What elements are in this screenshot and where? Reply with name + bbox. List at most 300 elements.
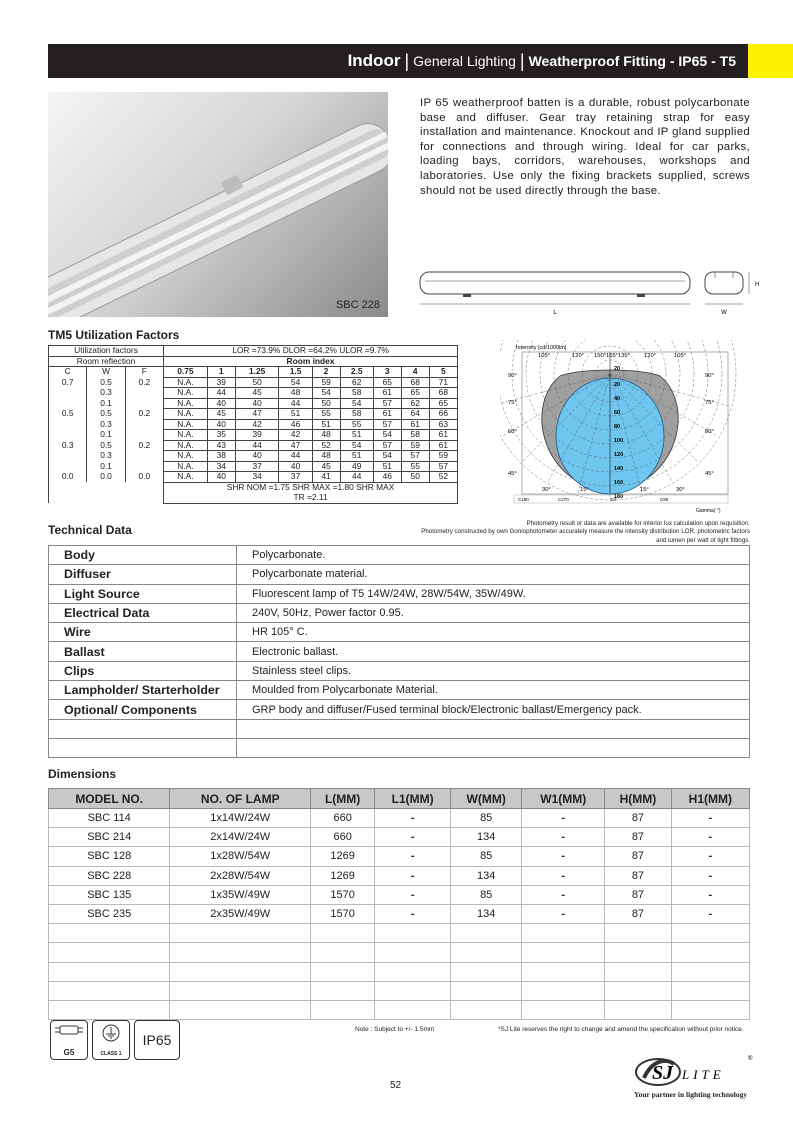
room-index-value: 0.75	[164, 367, 208, 378]
util-value-cell: 47	[279, 440, 312, 451]
header-section: Indoor	[347, 51, 401, 70]
technical-table	[48, 545, 750, 758]
dims-cell	[522, 981, 605, 1000]
util-reflection-cell: 0.2	[125, 377, 163, 388]
dims-cell	[49, 943, 170, 962]
dims-cell	[311, 924, 375, 943]
dims-cell	[451, 1000, 522, 1019]
util-row	[49, 440, 458, 451]
room-index-value: 5	[429, 367, 457, 378]
g5-label: G5	[63, 1048, 75, 1057]
photometry-note	[420, 520, 750, 545]
tech-value: GRP body and diffuser/Fused terminal block/Electronic ballast/Emergency pack.	[237, 700, 750, 719]
util-col-head: W	[87, 367, 125, 378]
util-value-cell: 40	[235, 451, 279, 462]
tech-row	[49, 738, 750, 757]
utilization-table	[48, 345, 458, 504]
util-value-cell: 64	[401, 409, 429, 420]
util-value-cell: 61	[401, 419, 429, 430]
accent-block	[748, 44, 793, 78]
util-reflection-cell: 0.3	[87, 388, 125, 399]
tech-key	[49, 719, 237, 738]
angle-label-bottom: 15°	[580, 487, 589, 493]
dims-cell: -	[671, 885, 749, 904]
tech-value	[237, 738, 750, 757]
util-value-cell: 41	[312, 472, 340, 483]
util-value-cell: 34	[207, 461, 235, 472]
util-value-cell: 45	[235, 388, 279, 399]
util-value-cell: 44	[235, 440, 279, 451]
util-value-cell: 43	[207, 440, 235, 451]
util-value-cell: 55	[401, 461, 429, 472]
util-value-cell: 37	[279, 472, 312, 483]
util-value-cell: 57	[429, 461, 457, 472]
util-row	[49, 388, 458, 399]
dims-cell	[170, 943, 311, 962]
util-value-cell: 58	[401, 430, 429, 441]
util-value-cell: 65	[373, 377, 401, 388]
util-reflection-cell	[125, 419, 163, 430]
tech-value: HR 105° C.	[237, 623, 750, 642]
plane-c180: C180	[518, 497, 529, 502]
dims-cell	[375, 943, 451, 962]
fitting-illustration	[48, 92, 388, 317]
dims-cell	[671, 981, 749, 1000]
tech-value: Electronic ballast.	[237, 642, 750, 661]
util-value-cell: 50	[312, 398, 340, 409]
dims-cell: 85	[451, 885, 522, 904]
util-row	[49, 451, 458, 462]
dims-cell: 87	[605, 809, 671, 828]
util-value-cell: 42	[235, 419, 279, 430]
height-label: H	[755, 282, 760, 288]
dims-cell	[605, 981, 671, 1000]
util-value-cell: 66	[429, 409, 457, 420]
tech-value: 240V, 50Hz, Power factor 0.95.	[237, 603, 750, 622]
tech-key	[49, 738, 237, 757]
tolerance-note: Note : Subject to +/- 1.5mm	[355, 1026, 435, 1033]
util-row	[49, 398, 458, 409]
util-value-cell: 44	[207, 388, 235, 399]
util-reflection-cell	[125, 430, 163, 441]
dims-cell: 134	[451, 828, 522, 847]
util-reflection-cell	[49, 430, 87, 441]
room-index-value: 3	[373, 367, 401, 378]
util-value-cell: 46	[279, 419, 312, 430]
dims-cell: -	[522, 904, 605, 923]
room-index-label: Room index	[164, 356, 458, 367]
table-row	[49, 943, 750, 962]
dims-cell	[451, 962, 522, 981]
util-value-cell: 48	[312, 430, 340, 441]
brand-name: LITE	[682, 1067, 725, 1082]
tech-row	[49, 642, 750, 661]
util-value-cell: 54	[373, 430, 401, 441]
table-row	[49, 828, 750, 847]
util-reflection-cell: 0.5	[87, 409, 125, 420]
dims-cell: 2x35W/49W	[170, 904, 311, 923]
util-value-cell: N.A.	[164, 398, 208, 409]
dims-cell: 87	[605, 904, 671, 923]
util-value-cell: 55	[312, 409, 340, 420]
util-value-cell: 38	[207, 451, 235, 462]
dims-cell: 1570	[311, 904, 375, 923]
dims-cell: 1570	[311, 885, 375, 904]
util-value-cell: 39	[235, 430, 279, 441]
ring-label: 40	[614, 396, 621, 402]
tech-key: Ballast	[49, 642, 237, 661]
dims-cell: 1269	[311, 847, 375, 866]
util-value-cell: 65	[401, 388, 429, 399]
dims-header: H(MM)	[605, 789, 671, 809]
dims-header: W(MM)	[451, 789, 522, 809]
dims-cell: -	[671, 809, 749, 828]
dims-cell	[375, 1000, 451, 1019]
util-row	[49, 377, 458, 388]
util-value-cell: 40	[235, 398, 279, 409]
util-value-cell: 47	[235, 409, 279, 420]
dims-cell: 1x28W/54W	[170, 847, 311, 866]
util-value-cell: 57	[373, 419, 401, 430]
util-value-cell: 39	[207, 377, 235, 388]
util-value-cell: N.A.	[164, 388, 208, 399]
dims-cell	[522, 1000, 605, 1019]
util-value-cell: 52	[429, 472, 457, 483]
table-row	[49, 981, 750, 1000]
dims-cell	[451, 943, 522, 962]
dims-cell: -	[522, 828, 605, 847]
tech-value: Polycarbonate material.	[237, 565, 750, 584]
dims-cell: -	[375, 847, 451, 866]
dims-header: NO. OF LAMP	[170, 789, 311, 809]
header-divider: |	[519, 50, 525, 71]
angle-label-right: 45°	[705, 471, 714, 477]
util-row	[49, 419, 458, 430]
tech-row	[49, 584, 750, 603]
dims-cell	[451, 981, 522, 1000]
dims-cell: -	[375, 885, 451, 904]
util-value-cell: 55	[340, 419, 373, 430]
util-value-cell: N.A.	[164, 419, 208, 430]
dims-cell	[49, 924, 170, 943]
angle-label-bottom: 15°	[640, 487, 649, 493]
util-row	[49, 472, 458, 483]
tech-row	[49, 661, 750, 680]
angle-label-top: 150°165°135°	[594, 353, 630, 359]
dims-cell: -	[522, 866, 605, 885]
tech-key: Optional/ Components	[49, 700, 237, 719]
util-row	[49, 409, 458, 420]
tech-key: Clips	[49, 661, 237, 680]
util-value-cell: 34	[235, 472, 279, 483]
util-reflection-cell	[49, 398, 87, 409]
width-label: W	[721, 310, 727, 316]
util-value-cell: 37	[235, 461, 279, 472]
dims-header: L1(MM)	[375, 789, 451, 809]
photo-caption: SBC 228	[335, 299, 380, 311]
angle-label-top: 120°	[644, 353, 656, 359]
dims-cell: 134	[451, 904, 522, 923]
angle-label-right: 60°	[705, 429, 714, 435]
svg-text:®: ®	[748, 1056, 753, 1062]
util-value-cell: 44	[340, 472, 373, 483]
header-divider: |	[404, 50, 410, 71]
util-value-cell: 46	[373, 472, 401, 483]
dims-header: H1(MM)	[671, 789, 749, 809]
angle-label-bottom: 30°	[676, 487, 685, 493]
angle-label-left: 90°	[508, 373, 517, 379]
dims-cell: 87	[605, 847, 671, 866]
util-value-cell: 51	[373, 461, 401, 472]
util-value-cell: 57	[373, 398, 401, 409]
polar-unit-label: Intensity [cd/1000lm]	[516, 345, 567, 351]
util-reflection-cell: 0.0	[125, 472, 163, 483]
dims-cell: 134	[451, 866, 522, 885]
angle-label-top: 105°	[538, 353, 550, 359]
util-reflection-cell: 0.0	[87, 472, 125, 483]
tr-line: TR =2.11	[164, 493, 458, 504]
dims-cell	[671, 962, 749, 981]
dims-cell: SBC 128	[49, 847, 170, 866]
ring-label: 160	[614, 480, 624, 486]
tech-row	[49, 603, 750, 622]
util-value-cell: 57	[373, 440, 401, 451]
table-row	[49, 904, 750, 923]
table-row	[49, 866, 750, 885]
dims-cell	[49, 1000, 170, 1019]
ring-label-top: 20	[614, 366, 621, 372]
util-col-head: C	[49, 367, 87, 378]
tech-row	[49, 546, 750, 565]
plane-c0: C0	[610, 497, 616, 502]
room-index-value: 4	[401, 367, 429, 378]
util-reflection-cell: 0.5	[87, 440, 125, 451]
util-value-cell: 61	[373, 388, 401, 399]
ring-label: 20	[614, 382, 621, 388]
g5-lamp-icon	[50, 1020, 88, 1060]
util-value-cell: 54	[340, 398, 373, 409]
dims-cell	[451, 924, 522, 943]
dims-cell	[605, 924, 671, 943]
util-reflection-cell	[125, 388, 163, 399]
dims-cell: -	[522, 885, 605, 904]
util-row	[49, 461, 458, 472]
table-row	[49, 1000, 750, 1019]
tech-value: Fluorescent lamp of T5 14W/24W, 28W/54W, 35W/49W.	[237, 584, 750, 603]
dimensions-title: Dimensions	[48, 767, 117, 781]
technical-title: Technical Data	[48, 523, 132, 537]
util-reflection-cell: 0.0	[49, 472, 87, 483]
util-value-cell: 51	[312, 419, 340, 430]
util-reflection-cell	[49, 451, 87, 462]
util-value-cell: 68	[429, 388, 457, 399]
util-value-cell: 40	[207, 419, 235, 430]
dims-cell	[522, 924, 605, 943]
util-reflection-cell: 0.2	[125, 409, 163, 420]
dims-cell: -	[671, 828, 749, 847]
lor-line: LOR =73.9% DLOR =64.2% ULOR =9.7%	[164, 346, 458, 357]
dims-cell: 1x35W/49W	[170, 885, 311, 904]
util-reflection-cell: 0.3	[49, 440, 87, 451]
room-index-value: 1.5	[279, 367, 312, 378]
angle-label-top: 105°	[674, 353, 686, 359]
dims-cell	[605, 1000, 671, 1019]
util-value-cell: 45	[312, 461, 340, 472]
dims-cell	[170, 924, 311, 943]
utilization-title: TM5 Utilization Factors	[48, 328, 180, 342]
angle-label-left: 75°	[508, 400, 517, 406]
dims-header: L(MM)	[311, 789, 375, 809]
dims-cell: SBC 114	[49, 809, 170, 828]
tech-row	[49, 623, 750, 642]
table-row	[49, 924, 750, 943]
ring-label: 80	[614, 424, 621, 430]
util-value-cell: 51	[340, 451, 373, 462]
tech-key: Body	[49, 546, 237, 565]
util-value-cell: 49	[340, 461, 373, 472]
plane-c270: C270	[558, 497, 569, 502]
util-value-cell: 45	[207, 409, 235, 420]
dims-cell	[170, 1000, 311, 1019]
angle-label-left: 60°	[508, 429, 517, 435]
dims-cell: 2x28W/54W	[170, 866, 311, 885]
util-value-cell: 61	[429, 430, 457, 441]
util-row	[49, 430, 458, 441]
util-value-cell: 50	[235, 377, 279, 388]
util-reflection-cell	[49, 388, 87, 399]
util-value-cell: 50	[401, 472, 429, 483]
util-value-cell: 59	[429, 451, 457, 462]
util-col-head: F	[125, 367, 163, 378]
length-label: L	[553, 310, 557, 316]
util-reflection-cell: 0.1	[87, 398, 125, 409]
dims-cell: -	[375, 828, 451, 847]
header-category: General Lighting	[413, 53, 516, 69]
dims-cell	[311, 962, 375, 981]
dims-cell	[49, 962, 170, 981]
dims-cell	[49, 981, 170, 1000]
header-product: Weatherproof Fitting - IP65 - T5	[528, 53, 736, 69]
util-value-cell: 61	[373, 409, 401, 420]
util-value-cell: 51	[340, 430, 373, 441]
dims-cell	[311, 943, 375, 962]
tech-key: Diffuser	[49, 565, 237, 584]
rights-note: *SJ Lite reserves the right to change and amend the specification without prior notice.	[498, 1026, 744, 1033]
ip65-badge: IP65	[134, 1020, 180, 1060]
util-value-cell: 48	[279, 388, 312, 399]
util-reflection-cell: 0.3	[87, 451, 125, 462]
tech-row	[49, 681, 750, 700]
dims-cell: -	[375, 866, 451, 885]
util-value-cell: 63	[429, 419, 457, 430]
dims-cell: -	[671, 904, 749, 923]
angle-label-left: 45°	[508, 471, 517, 477]
angle-label-right: 90°	[705, 373, 714, 379]
certification-icons	[50, 1020, 180, 1060]
util-value-cell: N.A.	[164, 472, 208, 483]
util-value-cell: 54	[312, 388, 340, 399]
tech-row	[49, 700, 750, 719]
util-reflection-cell: 0.5	[49, 409, 87, 420]
photometry-note-line2: Photometry constructed by own Goniophotometer accurately measure the intensity distribution LOR, photometric factors and lumen per watt of light fittings.	[421, 528, 750, 544]
util-value-cell: N.A.	[164, 409, 208, 420]
util-value-cell: 42	[279, 430, 312, 441]
dims-cell: 660	[311, 809, 375, 828]
util-value-cell: 58	[340, 409, 373, 420]
dims-cell: SBC 135	[49, 885, 170, 904]
room-index-value: 2.5	[340, 367, 373, 378]
dims-cell: -	[522, 847, 605, 866]
dimension-drawing	[415, 268, 760, 320]
util-reflection-cell	[125, 461, 163, 472]
dims-cell: 85	[451, 809, 522, 828]
dims-cell: SBC 228	[49, 866, 170, 885]
dims-cell: -	[522, 809, 605, 828]
util-reflection-cell: 0.1	[87, 461, 125, 472]
util-value-cell: 40	[207, 398, 235, 409]
dims-cell: 2x14W/24W	[170, 828, 311, 847]
dims-cell	[375, 962, 451, 981]
dims-cell: -	[375, 904, 451, 923]
dims-cell	[311, 1000, 375, 1019]
dims-cell: -	[375, 809, 451, 828]
util-value-cell: 44	[279, 398, 312, 409]
util-value-cell: 54	[279, 377, 312, 388]
room-index-value: 1.25	[235, 367, 279, 378]
dims-cell: 85	[451, 847, 522, 866]
util-reflection-cell	[49, 419, 87, 430]
util-value-cell: 35	[207, 430, 235, 441]
util-value-cell: 40	[279, 461, 312, 472]
product-photo	[48, 92, 388, 317]
dims-cell: 87	[605, 866, 671, 885]
photometry-note-line1: Photometry result or data are available for interior lux calculation upon requisition.	[526, 520, 750, 527]
dims-cell: 87	[605, 885, 671, 904]
class1-earth-icon	[92, 1020, 130, 1060]
util-reflection-cell: 0.1	[87, 430, 125, 441]
dims-cell: 1x14W/24W	[170, 809, 311, 828]
util-value-cell: N.A.	[164, 451, 208, 462]
util-value-cell: 65	[429, 398, 457, 409]
page-header	[48, 44, 748, 78]
ring-label: 120	[614, 452, 624, 458]
util-value-cell: 61	[429, 440, 457, 451]
tech-row	[49, 565, 750, 584]
dims-cell	[522, 943, 605, 962]
tech-key: Lampholder/ Starterholder	[49, 681, 237, 700]
dims-cell	[170, 962, 311, 981]
tech-row	[49, 719, 750, 738]
util-value-cell: 51	[279, 409, 312, 420]
dims-cell: 660	[311, 828, 375, 847]
util-value-cell: 40	[207, 472, 235, 483]
util-value-cell: 54	[373, 451, 401, 462]
table-row	[49, 847, 750, 866]
dims-cell	[375, 924, 451, 943]
dims-cell	[375, 981, 451, 1000]
util-value-cell: 44	[279, 451, 312, 462]
dims-header: MODEL NO.	[49, 789, 170, 809]
ring-label: 140	[614, 466, 624, 472]
util-value-cell: 59	[401, 440, 429, 451]
angle-label-bottom: 30°	[542, 487, 551, 493]
table-row	[49, 885, 750, 904]
util-reflection-cell	[125, 398, 163, 409]
dims-cell	[671, 1000, 749, 1019]
util-value-cell: 57	[401, 451, 429, 462]
util-value-cell: 48	[312, 451, 340, 462]
shr-line: SHR NOM =1.75 SHR MAX =1.80 SHR MAX	[164, 482, 458, 493]
